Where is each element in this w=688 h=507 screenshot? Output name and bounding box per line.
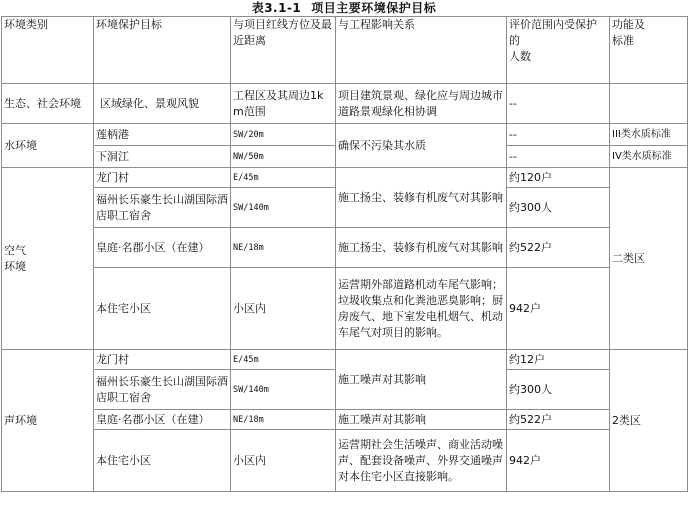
table-row <box>2 410 688 430</box>
table-row <box>2 228 688 268</box>
noise-relation-construction: 施工噪声对其影响 <box>336 350 507 410</box>
header-row <box>2 17 688 84</box>
noise-target-1: 龙门村 <box>94 350 231 370</box>
eco-category: 生态、社会环境 <box>2 84 94 124</box>
table-number: 表3.1-1 <box>251 1 302 15</box>
noise-population-1: 约12户 <box>507 350 610 370</box>
noise-relation-operation: 运营期社会生活噪声、商业活动噪声、配套设备噪声、外界交通噪声对本住宅小区直接影响。 <box>336 430 507 492</box>
noise-category: 声环境 <box>2 350 94 492</box>
environment-protection-table <box>1 16 688 492</box>
eco-population: -- <box>507 84 610 124</box>
header-category: 环境类别 <box>2 17 94 84</box>
air-relation-construction: 施工扬尘、装修有机废气对其影响 <box>336 168 507 228</box>
air-position-4: 小区内 <box>231 268 336 350</box>
table-row <box>2 350 688 370</box>
air-relation-operation: 运营期外部道路机动车尾气影响；垃圾收集点和化粪池恶臭影响；厨房废气、地下室发电机烟气、机动车尾气对项目的影响。 <box>336 268 507 350</box>
header-population: 评价范围内受保护的 人数 <box>507 17 610 84</box>
table-row <box>2 430 688 492</box>
noise-target-4: 本住宅小区 <box>94 430 231 492</box>
noise-target-2: 福州长乐豪生长山湖国际酒店职工宿舍 <box>94 370 231 410</box>
noise-position-2: SW/140m <box>231 370 336 410</box>
air-population-3: 约522户 <box>507 228 610 268</box>
noise-position-3: NE/18m <box>231 410 336 430</box>
water-population-2: -- <box>507 146 610 168</box>
water-relation: 确保不污染其水质 <box>336 124 507 168</box>
water-position-2: NW/50m <box>231 146 336 168</box>
noise-position-4: 小区内 <box>231 430 336 492</box>
water-standard-2: IV类水质标准 <box>610 146 688 168</box>
water-standard-1: III类水质标准 <box>610 124 688 146</box>
eco-position: 工程区及其周边1km范围 <box>231 84 336 124</box>
table-row <box>2 268 688 350</box>
table-caption <box>0 0 688 16</box>
air-population-2: 约300人 <box>507 188 610 228</box>
eco-relation: 项目建筑景观、绿化应与周边城市道路景观绿化相协调 <box>336 84 507 124</box>
header-position: 与项目红线方位及最近距离 <box>231 17 336 84</box>
water-position-1: SW/20m <box>231 124 336 146</box>
air-target-2: 福州长乐豪生长山湖国际酒店职工宿舍 <box>94 188 231 228</box>
air-population-4: 942户 <box>507 268 610 350</box>
noise-position-1: E/45m <box>231 350 336 370</box>
noise-relation-huangting: 施工噪声对其影响 <box>336 410 507 430</box>
noise-population-3: 约522户 <box>507 410 610 430</box>
header-relation: 与工程影响关系 <box>336 17 507 84</box>
noise-population-2: 约300人 <box>507 370 610 410</box>
header-target: 环境保护目标 <box>94 17 231 84</box>
table-row <box>2 124 688 146</box>
air-category: 空气 环境 <box>2 168 94 350</box>
eco-target: 区域绿化、景观风貌 <box>94 84 231 124</box>
water-target-2: 下洞江 <box>94 146 231 168</box>
water-target-1: 莲柄港 <box>94 124 231 146</box>
noise-population-4: 942户 <box>507 430 610 492</box>
header-standard: 功能及 标准 <box>610 17 688 84</box>
water-category: 水环境 <box>2 124 94 168</box>
eco-standard <box>610 84 688 124</box>
table-title: 项目主要环境保护目标 <box>311 1 437 15</box>
water-population-1: -- <box>507 124 610 146</box>
table-row <box>2 168 688 188</box>
air-target-4: 本住宅小区 <box>94 268 231 350</box>
air-target-3: 皇庭·名郡小区（在建） <box>94 228 231 268</box>
noise-standard: 2类区 <box>610 350 688 492</box>
air-population-1: 约120户 <box>507 168 610 188</box>
air-position-1: E/45m <box>231 168 336 188</box>
air-standard: 二类区 <box>610 168 688 350</box>
table-row <box>2 84 688 124</box>
air-position-2: SW/140m <box>231 188 336 228</box>
air-position-3: NE/18m <box>231 228 336 268</box>
air-target-1: 龙门村 <box>94 168 231 188</box>
air-relation-huangting: 施工扬尘、装修有机废气对其影响 <box>336 228 507 268</box>
noise-target-3: 皇庭·名郡小区（在建） <box>94 410 231 430</box>
